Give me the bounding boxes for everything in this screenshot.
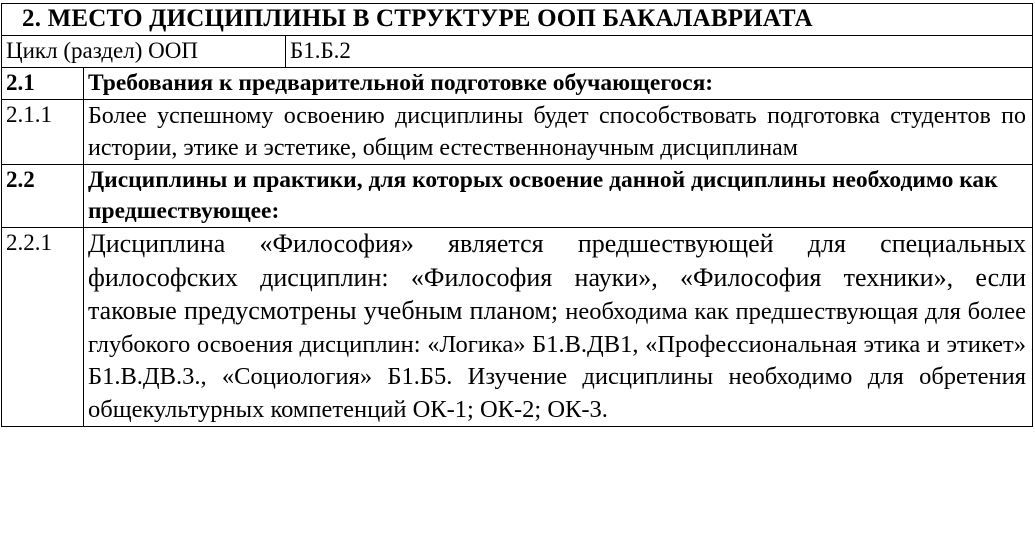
row-number: 2.2 [2, 165, 84, 228]
table-row [2, 228, 1033, 427]
discipline-structure-table [1, 3, 1033, 427]
cycle-row [2, 36, 1033, 68]
row-heading: Дисциплины и практики, для которых освоение данной дисциплины необходимо как предшествующее: [84, 165, 1033, 228]
table-row [2, 68, 1033, 100]
table-row [2, 165, 1033, 228]
row-number: 2.2.1 [2, 228, 84, 427]
row-text [84, 228, 1033, 427]
row-number: 2.1 [2, 68, 84, 100]
cycle-value: Б1.Б.2 [286, 36, 1033, 68]
cycle-label: Цикл (раздел) ООП [2, 36, 286, 68]
row-number: 2.1.1 [2, 100, 84, 165]
row-heading: Требования к предварительной подготовке обучающегося: [84, 68, 1033, 100]
section-title-row [2, 4, 1033, 36]
section-title: 2. МЕСТО ДИСЦИПЛИНЫ В СТРУКТУРЕ ООП БАКАЛАВРИАТА [2, 4, 1033, 36]
row-text: Более успешному освоению дисциплины будет способствовать подготовка студентов по истории, этике и эстетике, общим естественнонаучным дисциплинам [84, 100, 1033, 165]
table-row [2, 100, 1033, 165]
row-text-part1: Дисциплина «Философия» является предшествующей для специальных философских дисциплин: «Философия науки», «Философия техники», если таковые предусмотрены учебным планом; [88, 229, 1026, 325]
row-text-part2: необходима как предшествующая для более глубокого освоения дисциплин: «Логика» Б1.В.ДВ1, «Профессиональная этика и этикет» Б1.В.ДВ.3., «Социология» Б1.Б5. Изучение дисциплины необходимо для обретения общекультурных компетенций ОК-1; ОК-2; ОК-3. [88, 298, 1026, 423]
